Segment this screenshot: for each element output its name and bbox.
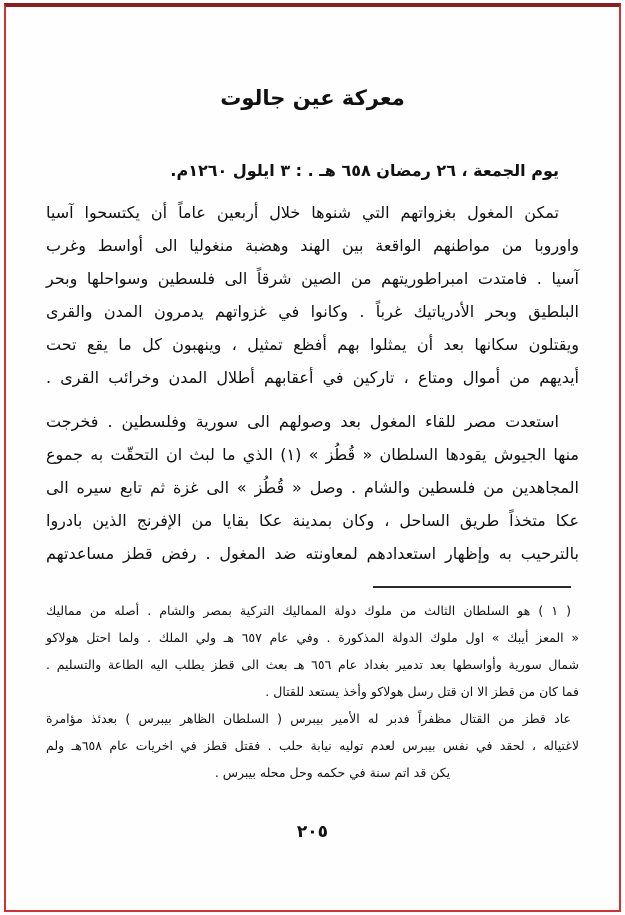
text-line: واوروبا من مواطنهم الواقعة بين الهند وهضبة منغوليا الى أواسط وغرب [46,236,579,255]
text-line: البلطيق وبحر الأدرياتيك غرباً . وكانوا في غزواتهم يدمرون المدن والقرى [46,302,579,321]
footnote-line: ( ١ ) هو السلطان الثالث من ملوك دولة المماليك التركية بمصر والشام . أصله من مماليك [46,603,571,618]
footnote-line: « المعز أيبك » اول ملوك الدولة المذكورة . وفي عام ٦٥٧ هـ ولي الملك . ولما احتل هولاكو [46,630,579,645]
text-line: عكا متخذاً طريق الساحل ، وكان بمدينة عكا بقايا من الإفرنج الذين بادروا [46,511,579,530]
date-line: يوم الجمعة ، ٢٦ رمضان ٦٥٨ هـ . : ٣ ايلول ١٢٦٠م. [170,161,559,180]
text-line: آسيا . فامتدت امبراطوريتهم من الصين شرقاً الى فلسطين وسواحلها وبحر [46,269,579,288]
footnote-separator-rule [373,586,571,588]
text-line: تمكن المغول بغزواتهم التي شنوها خلال أربعين عاماً أن يكتسحوا آسيا [46,203,559,222]
paragraph-2 [46,405,579,570]
footnote-line: فما كان من قطز الا ان قتل رسل هولاكو وأخذ يستعد للقتال . [265,684,579,699]
text-line: ويقتلون سكانها بعد أن يمثلوا بهم أفظع تمثيل ، وينهبون كل ما يقع تحت [46,335,579,354]
footnote-2 [46,705,579,786]
footnote-line: عاد قطز من القتال مظفراً فدبر له الأمير بيبرس ( السلطان الظاهر بيبرس ) بعدئذ مؤامرة [46,711,571,726]
footnote-line: لاغتياله ، لحقد في نفس بيبرس لعدم توليه نيابة حلب . فقتل قطز في اخريات عام ٦٥٨هـ ولم [46,738,579,753]
text-line: منها الجيوش يقودها السلطان « قُطُز » (١) الذي ما لبث ان التحقّت به جموع [46,445,580,464]
page-title: معركة عين جالوت [220,86,405,110]
page-number: ٢٠٥ [296,822,329,842]
paragraph-1 [46,196,579,394]
footnote-line: يكن قد اتم سنة في حكمه وحل محله بيبرس . [214,765,451,780]
footnote-1 [46,597,579,705]
text-line: المجاهدين من فلسطين والشام . وصل « قُطُز » الى غزة ثم تابع سيره الى [46,478,579,497]
footnotes-section [46,597,579,786]
text-line: بالترحيب به وإظهار استعدادهم لمعاونته ضد المغول . رفض قطز مساعدتهم [46,544,579,563]
text-line: استعدت مصر للقاء المغول بعد وصولهم الى سورية وفلسطين . فخرجت [46,412,559,431]
text-line: أيديهم من أموال ومتاع ، تاركين في أعقابهم أطلال المدن وخرائب القرى . [46,368,579,387]
footnote-line: شمال سورية وأواسطها بعد تدمير بغداد عام ٦٥٦ هـ بعث الى قطز يطلب اليه الطاعة والتسليم . [46,657,579,672]
